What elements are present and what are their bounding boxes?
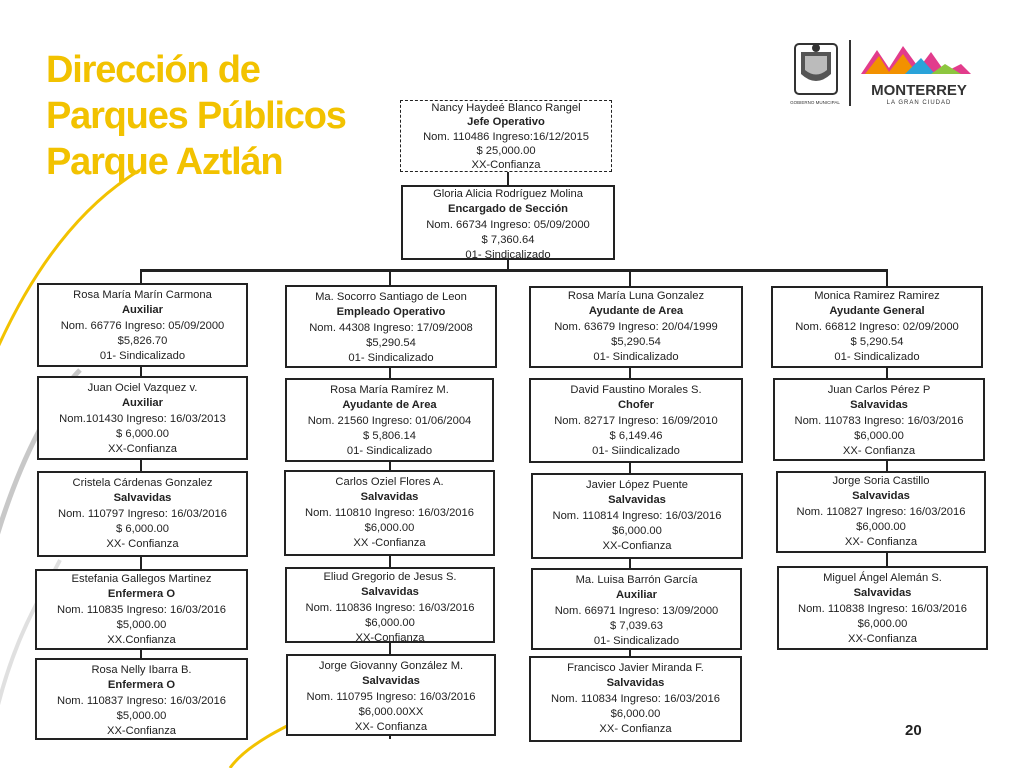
employee-role: Ayudante de Area [342, 399, 437, 412]
employee-salary: $ 6,000.00 [116, 427, 169, 440]
employee-role: Auxiliar [121, 397, 164, 410]
employee-status: 01- Siindicalizado [592, 445, 680, 458]
employee-name: Rosa María Luna Gonzalez [567, 290, 705, 302]
employee-status: 01- Sindicalizado [593, 351, 679, 364]
employee-name: Juan Carlos Pérez P [827, 384, 931, 396]
employee-nom: Nom. 110827 Ingreso: 16/03/2016 [796, 505, 966, 518]
employee-name: David Faustino Morales S. [570, 384, 702, 396]
employee-card [37, 471, 248, 557]
employee-salary: $6,000.00 [365, 616, 415, 629]
employee-nom: Nom. 66971 Ingreso: 13/09/2000 [554, 604, 719, 617]
employee-nom: Nom. 66812 Ingreso: 02/09/2000 [795, 320, 959, 333]
employee-name: Ma. Socorro Santiago de Leon [315, 291, 467, 303]
employee-card [531, 473, 743, 559]
employee-card [35, 658, 248, 740]
employee-name: Gloria Alicia Rodríguez Molina [433, 188, 583, 200]
employee-role: Ayudante de Area [588, 305, 684, 318]
employee-name: Francisco Javier Miranda F. [567, 662, 704, 674]
employee-status: XX- Confianza [354, 721, 428, 734]
employee-status: XX-Confianza [602, 540, 672, 553]
title-line-1: Dirección de [46, 49, 260, 91]
employee-role: Salvavidas [853, 587, 912, 600]
employee-salary: $6,000.00 [857, 617, 908, 630]
employee-name: Miguel Ángel Alemán S. [823, 572, 942, 584]
employee-status: XX-Confianza [471, 159, 541, 172]
employee-salary: $ 5,806.14 [363, 429, 416, 442]
employee-name: Ma. Luisa Barrón García [575, 574, 698, 586]
connector-horizontal [140, 269, 888, 272]
employee-card [529, 378, 743, 463]
employee-nom: Nom. 66734 Ingreso: 05/09/2000 [426, 218, 590, 231]
employee-nom: Nom. 110837 Ingreso: 16/03/2016 [57, 694, 226, 707]
title-line-3: Parque Aztlán [46, 141, 283, 183]
municipal-seal-icon [795, 44, 837, 94]
employee-status: XX-Confianza [106, 725, 177, 738]
employee-card [37, 376, 248, 460]
employee-nom: Nom. 21560 Ingreso: 01/06/2004 [307, 414, 472, 427]
employee-role: Salvavidas [852, 490, 910, 503]
employee-role: Salvavidas [606, 677, 665, 690]
page-title [46, 47, 386, 185]
employee-card [776, 471, 986, 553]
employee-role: Salvavidas [608, 494, 666, 507]
employee-salary: $5,290.54 [366, 336, 416, 349]
employee-role: Salvavidas [361, 586, 419, 599]
employee-salary: $ 5,290.54 [850, 335, 904, 348]
employee-nom: Nom. 110835 Ingreso: 16/03/2016 [57, 603, 226, 616]
employee-role: Chofer [617, 399, 655, 412]
employee-salary: $6,000.00 [854, 429, 904, 442]
employee-salary: $6,000.00 [610, 707, 661, 720]
employee-nom: Nom. 63679 Ingreso: 20/04/1999 [554, 320, 718, 333]
employee-role: Salvavidas [362, 675, 420, 688]
employee-status: XX-Confianza [847, 633, 918, 646]
employee-nom: Nom. 110795 Ingreso: 16/03/2016 [306, 690, 476, 703]
employee-role: Salvavidas [850, 399, 908, 412]
employee-nom: Nom. 110834 Ingreso: 16/03/2016 [551, 692, 720, 705]
employee-role: Auxiliar [615, 589, 658, 602]
employee-salary: $ 6,149.46 [609, 429, 663, 442]
employee-status: 01- Sindicalizado [834, 351, 920, 364]
employee-card [35, 569, 248, 650]
employee-salary: $ 7,039.63 [610, 619, 663, 632]
employee-status: XX- Confianza [844, 536, 918, 549]
employee-role: Jefe Operativo [467, 116, 545, 129]
employee-status: XX- Confianza [842, 445, 916, 458]
seal-caption: GOBIERNO MUNICIPAL [790, 100, 840, 105]
employee-card [37, 283, 248, 367]
employee-salary: $5,000.00 [116, 709, 167, 722]
city-name: MONTERREY [871, 82, 967, 99]
employee-card [285, 567, 495, 643]
employee-nom: Nom. 110838 Ingreso: 16/03/2016 [798, 602, 967, 615]
employee-nom: Nom. 82717 Ingreso: 16/09/2010 [554, 414, 718, 427]
employee-card [773, 378, 985, 461]
employee-nom: Nom. 110783 Ingreso: 16/03/2016 [794, 414, 964, 427]
employee-name: Jorge Soria Castillo [832, 475, 930, 487]
employee-role: Ayudante General [829, 305, 925, 318]
employee-salary: $ 25,000.00 [476, 144, 536, 157]
employee-name: Jorge Giovanny González M. [318, 660, 464, 672]
employee-nom: Nom. 110810 Ingreso: 16/03/2016 [305, 506, 474, 519]
employee-card [531, 568, 742, 650]
employee-nom: Nom. 110797 Ingreso: 16/03/2016 [58, 507, 227, 520]
employee-card-jefe-operativo [400, 100, 612, 172]
employee-role: Salvavidas [360, 491, 419, 504]
employee-nom: Nom. 44308 Ingreso: 17/09/2008 [309, 321, 473, 334]
employee-status: XX-Confianza [107, 443, 178, 456]
employee-status: 01- Sindicalizado [348, 352, 434, 365]
employee-name: Cristela Cárdenas Gonzalez [72, 477, 213, 489]
employee-status: XX- Confianza [106, 538, 179, 551]
city-tagline: LA GRAN CIUDAD [886, 100, 952, 106]
employee-name: Juan Ociel Vazquez v. [87, 382, 198, 394]
employee-nom: Nom. 110486 Ingreso:16/12/2015 [423, 130, 589, 143]
employee-status: 01- Sindicalizado [99, 350, 186, 363]
employee-nom: Nom. 110836 Ingreso: 16/03/2016 [305, 601, 475, 614]
page-number: 20 [905, 722, 922, 739]
employee-salary: $ 6,000.00 [116, 522, 169, 535]
employee-role: Auxiliar [121, 304, 164, 317]
employee-card [285, 378, 494, 462]
employee-status: XX-Confianza [355, 632, 425, 643]
employee-role: Empleado Operativo [336, 306, 446, 319]
employee-name: Rosa María Marín Carmona [73, 289, 212, 301]
employee-salary: $ 7,360.64 [481, 233, 535, 246]
employee-card [529, 656, 742, 742]
employee-status: 01- Sindicalizado [346, 445, 433, 458]
employee-salary: $5,826.70 [117, 334, 168, 347]
monterrey-mountains-icon [861, 46, 971, 74]
title-line-2: Parques Públicos [46, 95, 346, 137]
employee-nom: Nom. 110814 Ingreso: 16/03/2016 [552, 509, 722, 522]
employee-card [529, 286, 743, 368]
employee-nom: Nom. 66776 Ingreso: 05/09/2000 [60, 319, 225, 332]
employee-nom: Nom.101430 Ingreso: 16/03/2013 [59, 412, 226, 425]
employee-salary: $5,290.54 [611, 335, 661, 348]
employee-role: Encargado de Sección [448, 203, 568, 216]
employee-role: Salvavidas [113, 492, 172, 505]
employee-status: XX- Confianza [599, 723, 672, 736]
employee-name: Carlos Oziel Flores A. [335, 476, 444, 488]
employee-salary: $6,000.00 [856, 520, 906, 533]
employee-name: Monica Ramirez Ramirez [814, 290, 940, 302]
employee-status: XX -Confianza [353, 537, 426, 550]
employee-role: Enfermera O [107, 588, 176, 601]
employee-name: Javier López Puente [586, 479, 688, 491]
employee-name: Estefania Gallegos Martinez [71, 573, 212, 585]
employee-card [771, 286, 983, 368]
employee-role: Enfermera O [107, 679, 176, 692]
employee-card [284, 470, 495, 556]
logo-divider [849, 40, 851, 106]
employee-card [286, 654, 496, 736]
monterrey-logos [785, 38, 995, 110]
employee-salary: $6,000.00 [364, 521, 415, 534]
employee-name: Rosa María Ramírez M. [330, 384, 449, 396]
employee-name: Eliud Gregorio de Jesus S. [323, 571, 457, 583]
employee-card [777, 566, 988, 650]
employee-status: XX.Confianza [107, 634, 176, 647]
employee-card [285, 285, 497, 368]
employee-salary: $5,000.00 [116, 618, 167, 631]
employee-status: 01- Sindicalizado [465, 249, 551, 260]
employee-name: Rosa Nelly Ibarra B. [91, 664, 192, 676]
employee-salary: $6,000.00XX [358, 705, 424, 718]
employee-status: 01- Sindicalizado [593, 635, 680, 648]
employee-salary: $6,000.00 [612, 524, 662, 537]
employee-name: Nancy Haydeé Blanco Rangel [431, 102, 581, 114]
employee-card-encargado-seccion [401, 185, 615, 260]
